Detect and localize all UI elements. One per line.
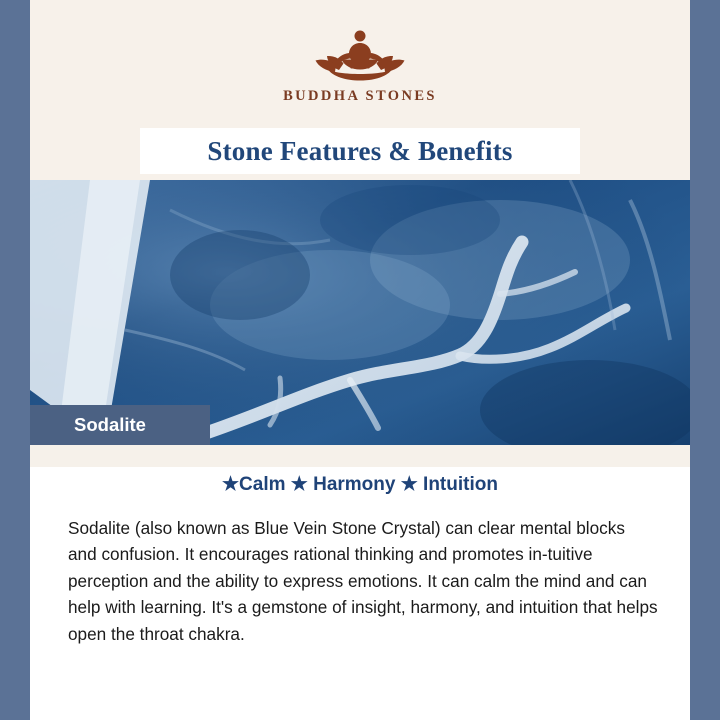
description-panel xyxy=(30,445,690,694)
stone-name-label xyxy=(30,405,210,445)
keyword-line: ★Calm ★ Harmony ★ Intuition xyxy=(222,474,498,495)
keyword-list xyxy=(30,473,690,496)
brand-name: BUDDHA STONES xyxy=(283,88,437,104)
page-title: Stone Features & Benefits xyxy=(207,135,513,166)
stone-name-text: Sodalite xyxy=(74,414,146,435)
panel-top-strip xyxy=(30,445,690,467)
title-banner xyxy=(140,128,580,174)
lotus-meditation-icon xyxy=(285,22,435,84)
brand-logo xyxy=(30,0,690,105)
description-text: Sodalite (also known as Blue Vein Stone Crystal) can clear mental blocks and confusion. It encourages rational thinking and promotes in-tuitive perception and the ability to express emotions. It can calm the mind and can help with learning. It's a gemstone of insight, harmony, and intuition that helps open the throat chakra. xyxy=(68,518,658,644)
